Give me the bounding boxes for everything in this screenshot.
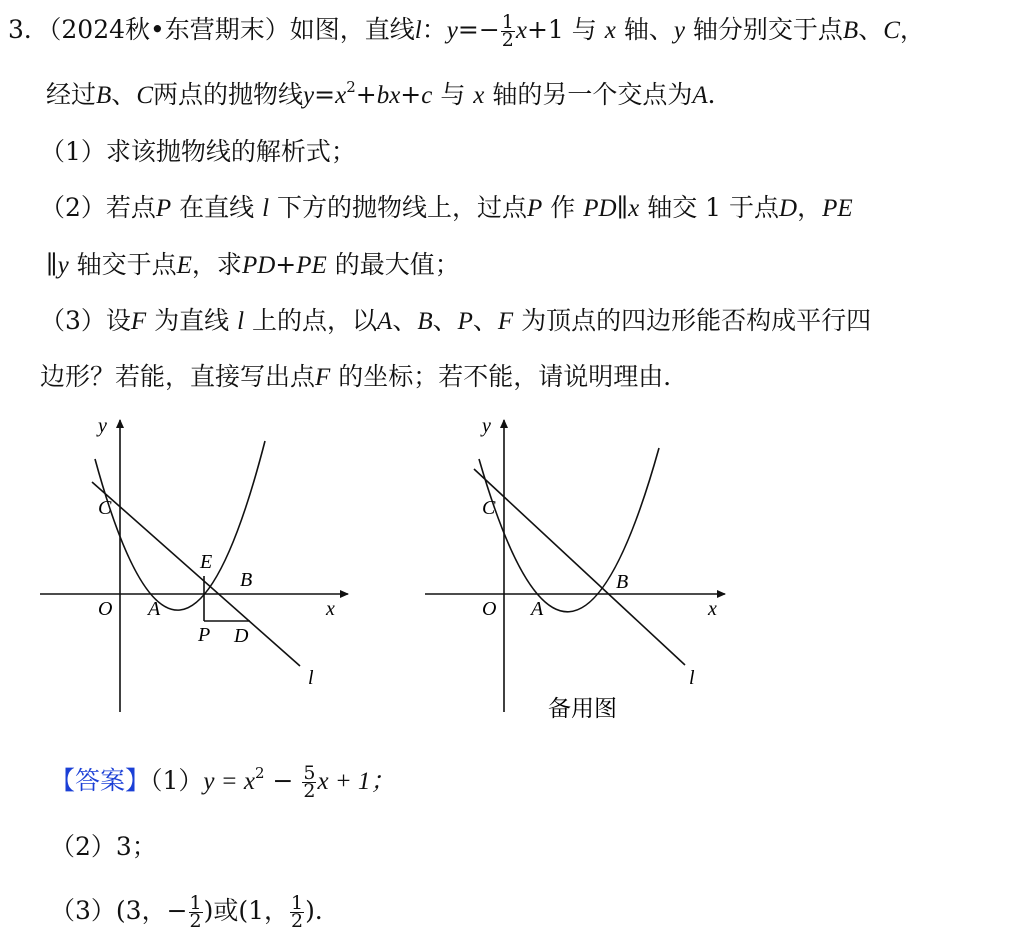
math-var: x: [335, 82, 347, 109]
label-b: B: [616, 571, 629, 593]
label-o: O: [98, 598, 113, 620]
line-name: l: [414, 17, 422, 44]
problem-text: 上的点，以: [252, 306, 378, 335]
answer-text: （3）(3，−: [50, 896, 188, 925]
fraction-half: [189, 892, 203, 932]
segment-label: PD: [583, 195, 617, 222]
part-1-text: （1）求该抛物线的解析式；: [40, 137, 356, 166]
answer-line-2: [50, 832, 157, 862]
fraction-denominator: 2: [501, 29, 514, 51]
fraction-numerator: 5: [303, 762, 316, 784]
fraction-denominator: 2: [189, 910, 202, 932]
part-3-line-1: [40, 306, 871, 337]
problem-text: 为直线: [154, 306, 230, 335]
problem-text: ，: [899, 15, 925, 44]
segment-label: PE: [296, 252, 327, 279]
part-1: [40, 137, 356, 167]
problem-text: 经过: [46, 80, 97, 109]
line-l: [92, 482, 300, 666]
part-2-line-1: [40, 193, 853, 224]
answer-text: （2）3；: [50, 832, 157, 861]
math-var: x: [473, 82, 485, 109]
parabola: [479, 448, 659, 612]
problem-source: （2024秋•东营期末）: [48, 15, 290, 44]
problem-text: 的坐标；若不能，请说明理由．: [338, 362, 689, 391]
problem-text: （3）设: [40, 306, 131, 335]
math-var: y: [673, 17, 685, 44]
part-3-line-2: [40, 362, 688, 393]
label-y: y: [98, 415, 107, 437]
line-l: [474, 469, 685, 665]
math-var: y: [446, 17, 458, 44]
fraction-half: [501, 11, 515, 51]
problem-line-1: [8, 11, 925, 51]
math-var: bx: [376, 82, 401, 109]
point-label: D: [779, 195, 798, 222]
label-p: P: [198, 624, 211, 646]
math-var: y: [303, 82, 315, 109]
problem-text: 作: [550, 193, 576, 222]
answer-line-1: [50, 762, 396, 802]
problem-line-2: [46, 80, 733, 111]
problem-text: 的最大值；: [334, 250, 460, 279]
point-label: C: [136, 82, 153, 109]
problem-text: 边形？若能，直接写出点: [40, 362, 316, 391]
answer-text: （1）: [150, 766, 204, 795]
problem-text: （2）若点: [40, 193, 156, 222]
problem-text: 、: [392, 306, 418, 335]
problem-text: 在直线: [179, 193, 255, 222]
label-e: E: [200, 551, 213, 573]
point-label: P: [527, 195, 543, 222]
problem-text: ．: [707, 80, 733, 109]
segment-label: PE: [822, 195, 853, 222]
point-label: F: [130, 308, 147, 335]
label-l: l: [689, 667, 695, 689]
math-op: =: [314, 80, 336, 109]
point-label: A: [692, 82, 708, 109]
label-d: D: [234, 625, 249, 647]
label-b: B: [240, 569, 253, 591]
math-exponent: 2: [346, 78, 356, 96]
figure-caption: 备用图: [548, 696, 617, 722]
answer-text: )或(1，: [203, 896, 290, 925]
math-var: c: [421, 82, 433, 109]
figure-1: [40, 415, 348, 712]
math-var: x: [515, 17, 527, 44]
answer-math: x + 1；: [317, 768, 396, 795]
fraction-numerator: 1: [189, 892, 202, 914]
problem-text: ：: [421, 15, 447, 44]
point-label: E: [176, 252, 192, 279]
math-var: x: [628, 195, 640, 222]
label-c: C: [482, 497, 496, 519]
point-label: P: [457, 308, 473, 335]
problem-text: 、: [472, 306, 498, 335]
fraction-half: [290, 892, 304, 932]
fraction-numerator: 1: [501, 11, 514, 33]
fraction-denominator: 2: [303, 780, 316, 802]
line-name: l: [237, 308, 245, 335]
problem-text: 轴、: [623, 15, 674, 44]
point-label: B: [96, 82, 112, 109]
problem-number: 3．: [8, 15, 49, 44]
math-op: =−: [457, 15, 500, 44]
math-op: +: [355, 80, 377, 109]
point-label: C: [883, 17, 900, 44]
problem-text: 轴分别交于点: [692, 15, 843, 44]
answer-tag: 【答案】: [50, 766, 151, 795]
point-label: A: [377, 308, 393, 335]
answer-line-3: [50, 892, 340, 932]
line-name: l: [262, 195, 270, 222]
problem-text: 、: [111, 80, 137, 109]
figure-2: [425, 415, 725, 722]
point-label: B: [417, 308, 433, 335]
label-a: A: [531, 598, 544, 620]
math-op: −: [264, 766, 302, 795]
figures: [0, 400, 1012, 730]
label-x: x: [326, 598, 335, 620]
problem-text: 为顶点的四边形能否构成平行四: [521, 306, 872, 335]
point-label: P: [155, 195, 172, 222]
problem-text: 、: [432, 306, 458, 335]
fraction-five-halves: [302, 762, 316, 802]
point-label: F: [315, 364, 331, 391]
label-y: y: [482, 415, 491, 437]
part-2-line-2: [46, 250, 460, 281]
problem-text: 下方的抛物线上，过点: [277, 193, 528, 222]
point-label: F: [497, 308, 514, 335]
fraction-numerator: 1: [291, 892, 304, 914]
math-exponent: 2: [254, 764, 265, 782]
problem-text: 两点的抛物线: [153, 80, 304, 109]
problem-text: 与: [571, 15, 597, 44]
label-o: O: [482, 598, 497, 620]
problem-text: 与: [440, 80, 466, 109]
segment-label: PD: [241, 252, 276, 279]
label-c: C: [98, 497, 112, 519]
label-a: A: [148, 598, 161, 620]
answer-math: y = x: [203, 768, 255, 795]
label-l: l: [308, 667, 314, 689]
math-var: x: [604, 17, 616, 44]
problem-text: 如图，直线: [289, 15, 415, 44]
math-op: +: [400, 80, 422, 109]
problem-text: 轴交于点: [76, 250, 177, 279]
label-x: x: [708, 598, 717, 620]
problem-text: 、: [858, 15, 884, 44]
math-op: ∥: [46, 250, 58, 279]
answer-text: )．: [305, 896, 340, 925]
math-var: y: [57, 252, 69, 279]
math-op: +1: [526, 15, 564, 44]
problem-text: ，: [797, 193, 823, 222]
fraction-denominator: 2: [291, 910, 304, 932]
problem-text: ，求: [191, 250, 242, 279]
problem-text: 轴的另一个交点为: [492, 80, 693, 109]
problem-text: 轴交 1 于点: [647, 193, 779, 222]
math-op: ∥: [616, 193, 629, 222]
math-op: +: [275, 250, 297, 279]
point-label: B: [842, 17, 859, 44]
